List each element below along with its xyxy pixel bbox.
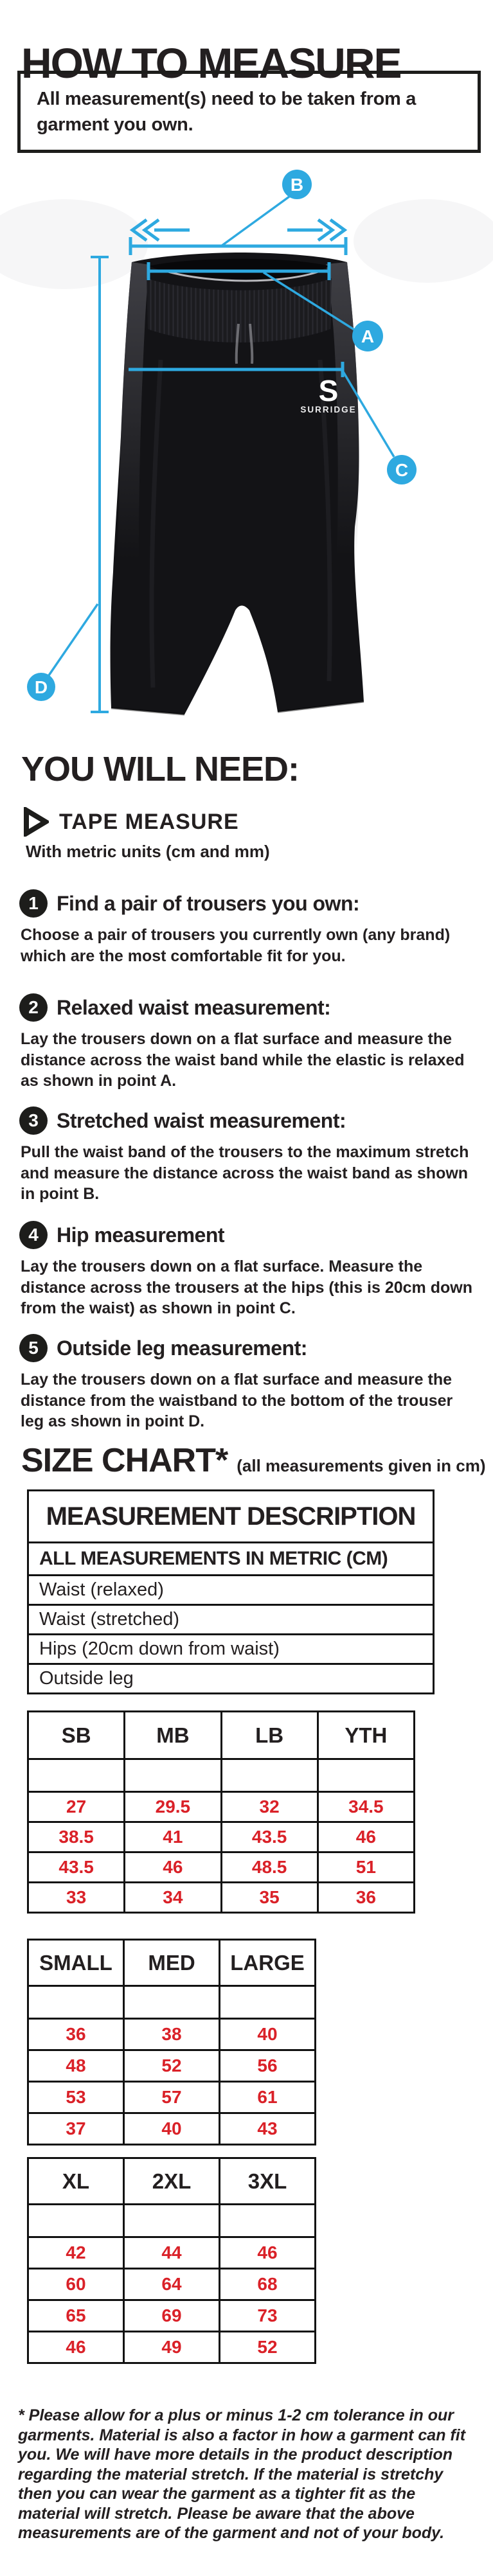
size-value: 52: [220, 2332, 316, 2363]
step-1-heading: Find a pair of trousers you own:: [57, 891, 360, 915]
waist-relaxed-row: [28, 2237, 316, 2269]
step-4: [19, 1221, 477, 1319]
step-1-body: Choose a pair of trousers you currently own (any brand) which are the most comfortable fit for you.: [21, 926, 451, 965]
stretch-arrows: [132, 220, 345, 240]
size-value: 37: [28, 2113, 124, 2145]
size-value: 69: [124, 2300, 220, 2332]
size-value: 46: [28, 2332, 124, 2363]
brand-logo-text: SURRIDGE: [300, 405, 357, 414]
size-column-header: XL: [28, 2158, 124, 2205]
size-value: 43.5: [28, 1852, 125, 1883]
size-value: 27: [28, 1792, 125, 1822]
size-value: 64: [124, 2269, 220, 2300]
size-column-header: MED: [124, 1940, 220, 1986]
size-column-header: 2XL: [124, 2158, 220, 2205]
size-value: 43.5: [221, 1822, 318, 1852]
step-3: [19, 1106, 477, 1205]
size-chart-note: (all measurements given in cm): [237, 1456, 486, 1475]
point-c-label: C: [395, 460, 409, 480]
size-value: 41: [125, 1822, 221, 1852]
hips-row: [28, 2300, 316, 2332]
size-value: 52: [124, 2050, 220, 2082]
step-3-number-badge: 3: [19, 1106, 48, 1135]
size-value: 65: [28, 2300, 124, 2332]
step-4-number-badge: 4: [19, 1221, 48, 1249]
size-column-header: LARGE: [220, 1940, 316, 1986]
step-1: [19, 889, 477, 966]
waist-stretched-row: [28, 2050, 316, 2082]
size-value: 36: [318, 1883, 414, 1913]
step-3-heading: Stretched waist measurement:: [57, 1108, 346, 1132]
description-table-header: MEASUREMENT DESCRIPTION: [28, 1491, 434, 1543]
waist-relaxed-row: [28, 1792, 415, 1822]
step-2-heading: Relaxed waist measurement:: [57, 995, 331, 1019]
step-3-body: Pull the waist band of the trousers to the maximum stretch and measure the distance across the waist band as shown in point B.: [21, 1143, 469, 1203]
size-value: 46: [125, 1852, 221, 1883]
size-value: 32: [221, 1792, 318, 1822]
step-1-number-badge: 1: [19, 889, 48, 918]
measurement-label: Hips (20cm down from waist): [28, 1635, 434, 1664]
size-column-header: MB: [125, 1712, 221, 1759]
step-5: [19, 1334, 477, 1432]
spacer-row: [28, 1986, 316, 2019]
tape-measure-label: TAPE MEASURE: [59, 809, 239, 834]
trousers-measure-diagram: [0, 161, 493, 726]
size-value: 43: [220, 2113, 316, 2145]
size-value: 44: [124, 2237, 220, 2269]
size-value: 42: [28, 2237, 124, 2269]
size-value: 46: [220, 2237, 316, 2269]
size-value: 46: [318, 1822, 414, 1852]
measurement-description-table: [27, 1489, 435, 1694]
size-value: 29.5: [125, 1792, 221, 1822]
size-value: 56: [220, 2050, 316, 2082]
notice-box: [17, 71, 481, 153]
measurement-label: Outside leg: [28, 1664, 434, 1694]
hips-row: [28, 2082, 316, 2113]
step-5-heading: Outside leg measurement:: [57, 1336, 307, 1360]
outside-leg-row: [28, 1883, 415, 1913]
description-table-subheader: ALL MEASUREMENTS IN METRIC (CM): [28, 1543, 434, 1576]
size-value: 40: [220, 2019, 316, 2050]
size-value: 53: [28, 2082, 124, 2113]
outside-leg-row: [28, 2332, 316, 2363]
point-b-marker: [221, 170, 312, 246]
step-5-number-badge: 5: [19, 1334, 48, 1362]
size-table-boys-youth: [27, 1710, 415, 1914]
you-will-need-heading: YOU WILL NEED:: [21, 750, 300, 788]
measurement-label: Waist (relaxed): [28, 1576, 434, 1605]
point-d-marker: [27, 604, 98, 701]
size-value: 36: [28, 2019, 124, 2050]
measure-line-stretched-waist: [130, 237, 346, 255]
size-column-header: YTH: [318, 1712, 414, 1759]
measurement-label: Waist (stretched): [28, 1605, 434, 1635]
size-column-header: 3XL: [220, 2158, 316, 2205]
size-value: 48: [28, 2050, 124, 2082]
size-column-header: LB: [221, 1712, 318, 1759]
point-d-label: D: [34, 677, 48, 697]
step-4-heading: Hip measurement: [57, 1223, 225, 1247]
size-value: 48.5: [221, 1852, 318, 1883]
measure-line-outside-leg: [91, 257, 109, 712]
page-title: HOW TO MEASURE: [21, 39, 401, 87]
waist-relaxed-row: [28, 2019, 316, 2050]
step-2-body: Lay the trousers down on a flat surface and measure the distance across the waist band while the elastic is relaxed as shown in point A.: [21, 1030, 465, 1090]
step-2: [19, 993, 477, 1092]
size-value: 49: [124, 2332, 220, 2363]
size-value: 35: [221, 1883, 318, 1913]
size-table-small-large: [27, 1939, 316, 2145]
spacer-row: [28, 2205, 316, 2237]
outside-leg-row: [28, 2113, 316, 2145]
trousers-illustration: [111, 253, 364, 715]
size-table-xl-3xl: [27, 2157, 316, 2364]
size-value: 34: [125, 1883, 221, 1913]
size-column-header: SMALL: [28, 1940, 124, 1986]
size-value: 38.5: [28, 1822, 125, 1852]
point-a-label: A: [361, 326, 375, 346]
size-value: 57: [124, 2082, 220, 2113]
waist-stretched-row: [28, 2269, 316, 2300]
size-value: 73: [220, 2300, 316, 2332]
triangle-bullet-icon: [23, 807, 49, 837]
size-value: 61: [220, 2082, 316, 2113]
hips-row: [28, 1852, 415, 1883]
step-4-body: Lay the trousers down on a flat surface. Measure the distance across the trousers at the hips (this is 20cm down from the waist) as shown in point C.: [21, 1257, 472, 1317]
notice-text: All measurement(s) need to be taken from a garment you own.: [37, 89, 417, 136]
brand-logo-mark: S: [318, 374, 339, 407]
tape-measure-item: [23, 807, 239, 837]
tape-measure-note: With metric units (cm and mm): [26, 842, 270, 861]
size-chart-heading-row: [21, 1441, 486, 1480]
tolerance-footnote: * Please allow for a plus or minus 1-2 cm tolerance in our garments. Material is also a factor in how a garment can fit you. We will have more details in the product description regarding the material stretch. If the material is stretchy then you can wear the garment as a tighter fit as the material will stretch. Please be aware that the above measurements are of the garment and not of your body.: [18, 2406, 466, 2542]
size-value: 38: [124, 2019, 220, 2050]
waist-stretched-row: [28, 1822, 415, 1852]
size-column-header: SB: [28, 1712, 125, 1759]
size-value: 68: [220, 2269, 316, 2300]
size-chart-title: SIZE CHART*: [21, 1442, 228, 1479]
size-value: 60: [28, 2269, 124, 2300]
step-5-body: Lay the trousers down on a flat surface and measure the distance from the waistband to the bottom of the trouser leg as shown in point D.: [21, 1371, 453, 1430]
size-value: 33: [28, 1883, 125, 1913]
size-value: 40: [124, 2113, 220, 2145]
spacer-row: [28, 1759, 415, 1792]
size-value: 34.5: [318, 1792, 414, 1822]
step-2-number-badge: 2: [19, 993, 48, 1022]
size-value: 51: [318, 1852, 414, 1883]
point-b-label: B: [290, 175, 304, 195]
